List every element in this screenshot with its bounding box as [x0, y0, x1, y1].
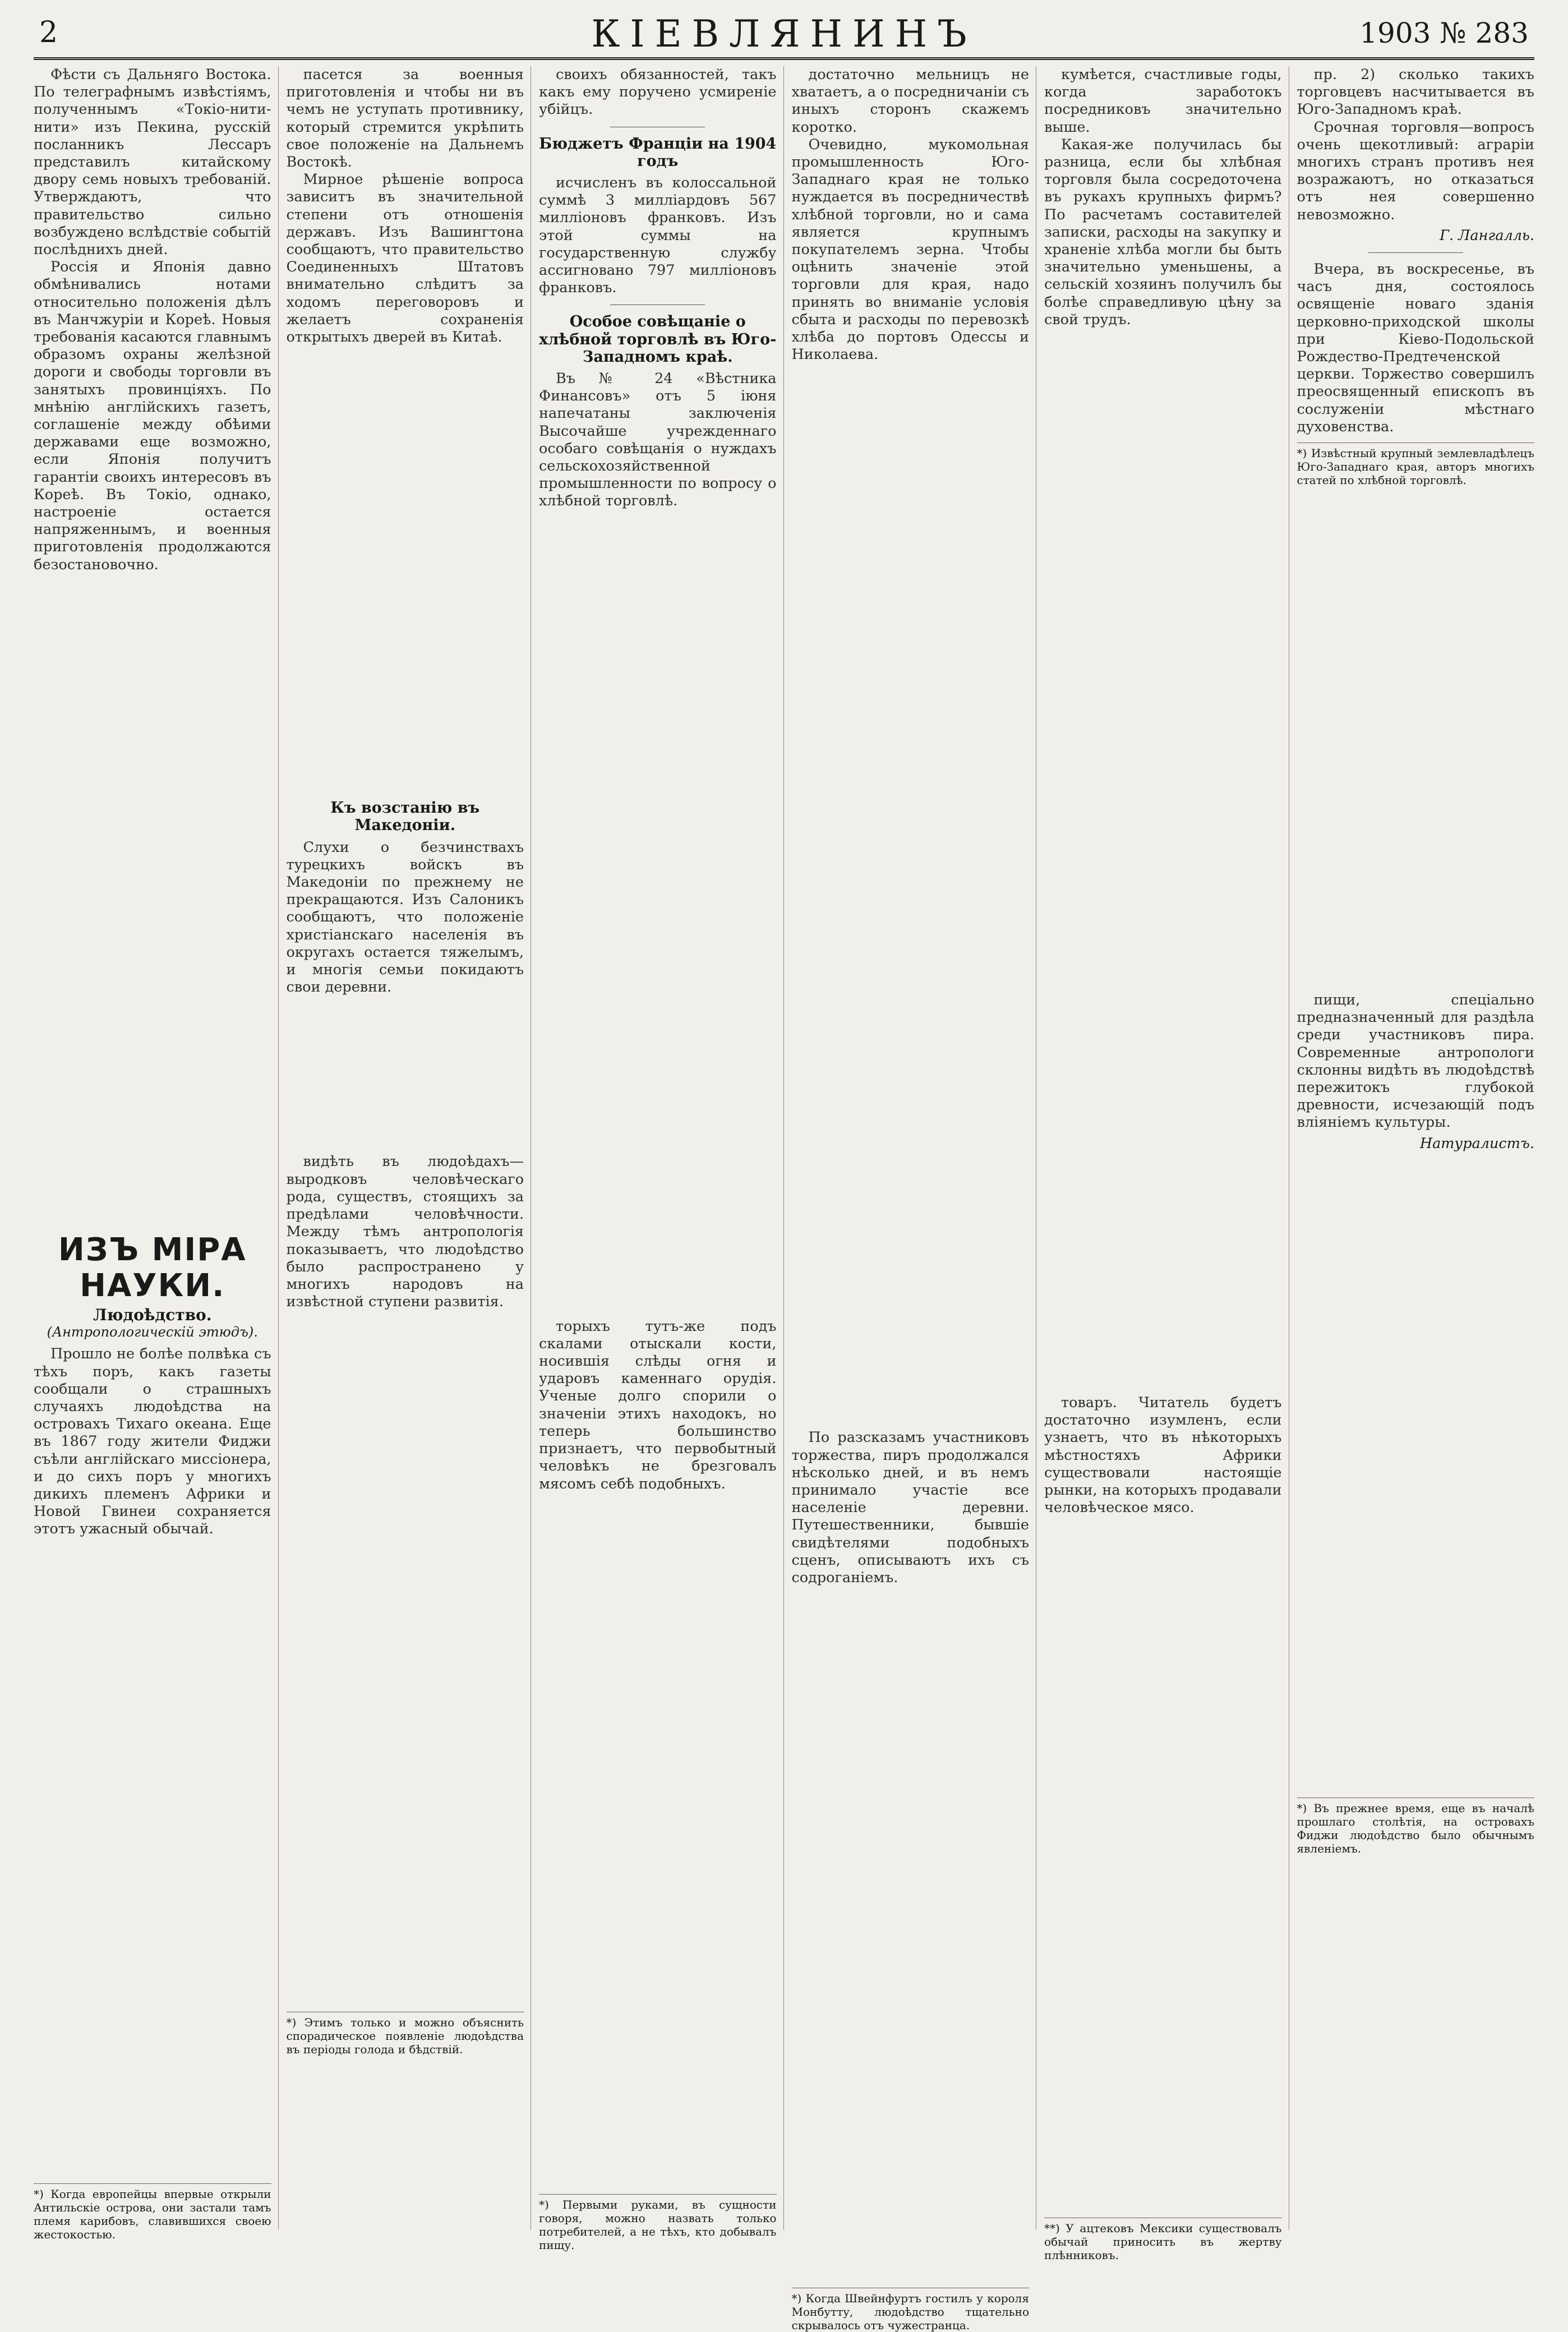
page-number: 2 — [39, 16, 58, 49]
issue-number: 1903 № 283 — [1359, 17, 1529, 49]
column-4-top-text: достаточно мельницъ не хватаетъ, а о посредничаніи съ иныхъ сторонъ скажемъ коротко. — [791, 66, 1029, 136]
science-col4-text: По разсказамъ участниковъ торжества, пиръ продолжался нѣсколько дней, и въ немъ принимало участіе все населеніе деревни. Путешественники, бывшіе свидѣтелями подобныхъ сценъ, описываютъ ихъ съ содроганіемъ. — [791, 1429, 1029, 1587]
column-1-body-text: Россія и Японія давно обмѣнивались нотами относительно положенія дѣлъ въ Манчжуріи и Кореѣ. Новыя требованія касаются главнымъ образомъ охраны желѣзной дороги и свободы торговли въ занятыхъ провинціяхъ. По мнѣнію англійскихъ газетъ, соглашеніе между обѣими державами еще возможно, если Японія получитъ гарантіи своихъ интересовъ въ Кореѣ. Въ Токіо, однако, настроеніе остается напряженнымъ, и военныя приготовленія продолжаются безостановочно. — [34, 259, 271, 573]
column-2-top-text: пасется за военныя приготовленія и чтобы ни въ чемъ не уступать противнику, который стремится укрѣпить свое положеніе на Дальнемъ Востокѣ. — [286, 66, 524, 171]
science-col4-footnote: *) Когда Швейнфуртъ гостилъ у короля Монбутту, людоѣдство тщательно скрывалось отъ чужестранца. — [792, 2288, 1030, 2332]
budget-section-title: Бюджетъ Франціи на 1904 годъ — [539, 135, 777, 170]
newspaper-title: КІЕВЛЯНИНЪ — [591, 12, 977, 56]
column-4-body-text: Очевидно, мукомольная промышленность Юго-Западнаго края не только нуждается въ посредничествѣ хлѣбной торговли, но и сама является крупнымъ покупателемъ зерна. Чтобы оцѣнить значеніе этой торговли для края, надо принять во вниманіе условія сбыта и расходы по перевозкѣ хлѣба до портовъ Одессы и Николаева. — [791, 136, 1029, 363]
science-col1-text: Прошло не болѣе полвѣка съ тѣхъ поръ, какъ газеты сообщали о страшныхъ случаяхъ людоѣдства на островахъ Тихаго океана. Еще въ 1867 году жители Фиджи съѣли англійскаго миссіонера, и до сихъ поръ у многихъ дикихъ племенъ Африки и Новой Гвинеи сохраняется этотъ ужасный обычай. — [34, 1345, 271, 1538]
column-1 — [34, 66, 279, 2241]
local-news-text: Вчера, въ воскресенье, въ часъ дня, состоялось освященіе новаго зданія церковно-приходской школы при Кіево-Подольской Рождество-Предтеченской церкви. Торжество совершилъ преосвященный епископъ въ сослуженіи мѣстнаго духовенства. — [1297, 261, 1534, 435]
column-2 — [287, 66, 532, 2230]
article-columns — [34, 66, 1534, 2332]
science-col6-footnote: *) Въ прежнее время, еще въ началѣ прошлаго столѣтія, на островахъ Фиджи людоѣдство было обычнымъ явленіемъ. — [1297, 1798, 1535, 1855]
column-3-top-text: своихъ обязанностей, такъ какъ ему поручено усмиреніе убійцъ. — [539, 66, 777, 118]
science-section-title: ИЗЪ МІРА НАУКИ. — [58, 1231, 247, 1304]
science-col5-footnote: **) У ацтековъ Мексики существовалъ обычай приносить въ жертву плѣнниковъ. — [1044, 2218, 1282, 2262]
article-signature: Г. Лангалль. — [1440, 227, 1534, 244]
grain-trade-section-title: Особое совѣщаніе о хлѣбной торговлѣ въ Юго-Западномъ краѣ. — [539, 313, 777, 366]
budget-section-text: исчисленъ въ колоссальной суммѣ 3 милліардовъ 567 милліоновъ франковъ. Изъ этой суммы на государственную службу ассигновано 797 милліоновъ франковъ. — [539, 174, 777, 297]
macedonia-section-title: Къ возстанію въ Македоніи. — [330, 799, 480, 835]
column-5-body-text: Какая-же получилась бы разница, если бы хлѣбная торговля была сосредоточена въ рукахъ крупныхъ фирмъ? По расчетамъ составителей записки, расходы на закупку и храненіе хлѣба могли бы быть значительно уменьшены, а сельскій хозяинъ получилъ бы болѣе справедливую цѣну за свой трудъ. — [1044, 136, 1282, 328]
column-5 — [1044, 66, 1289, 2262]
science-col2-footnote: *) Этимъ только и можно объяснить спорадическое появленіе людоѣдства въ періоды голода и бѣдствій. — [287, 2012, 524, 2056]
science-col3-text: торыхъ тутъ-же подъ скалами отыскали кости, носившія слѣды огня и ударовъ каменнаго орудія. Ученые долго спорили о значеніи этихъ находокъ, но теперь большинство признаетъ, что первобытный человѣкъ не брезговалъ мясомъ себѣ подобныхъ. — [539, 1317, 777, 1492]
column-3 — [539, 66, 784, 2252]
science-signature: Натуралистъ. — [1419, 1135, 1534, 1152]
science-col2-text: видѣть въ людоѣдахъ—выродковъ человѣческаго рода, существъ, стоящихъ за предѣлами человѣчности. Между тѣмъ антропологія показываетъ, что людоѣдство было распространено у многихъ народовъ на извѣстной ступени развитія. — [286, 1153, 524, 1311]
column-1-top-text: Фѣсти съ Дальняго Востока. По телеграфнымъ извѣстіямъ, полученнымъ «Токіо-нити-нити» изъ Пекина, русскій посланникъ Лессаръ представилъ китайскому двору семь новыхъ требованій. Утверждаютъ, что правительство сильно возбуждено вслѣдствіе событій послѣднихъ дней. — [34, 66, 271, 259]
science-col6-text: пищи, спеціально предназначенный для раздѣла среди участниковъ пира. Современные антропологи склонны видѣть въ людоѣдствѣ пережитокъ глубокой древности, исчезающій подъ вліяніемъ культуры. — [1297, 992, 1534, 1131]
column-5-top-text: кумѣется, счастливые годы, когда заработокъ посредниковъ значительно выше. — [1044, 66, 1282, 136]
column-4 — [791, 66, 1037, 2332]
macedonia-section-text: Слухи о безчинствахъ турецкихъ войскъ въ Македоніи по прежнему не прекращаются. Изъ Салоникъ сообщаютъ, что положеніе христіанскаго населенія въ округахъ остается тяжелымъ, и многія семьи покидаютъ свои деревни. — [286, 838, 524, 996]
science-col5-text: товаръ. Читатель будетъ достаточно изумленъ, если узнаетъ, что въ нѣкоторыхъ мѣстностяхъ Африки существовали настоящіе рынки, на которыхъ продавали человѣческое мясо. — [1044, 1394, 1282, 1517]
column-6-footnote: *) Извѣстный крупный землевладѣлецъ Юго-Западнаго края, авторъ многихъ статей по хлѣбной торговлѣ. — [1297, 443, 1535, 487]
divider — [1368, 252, 1463, 253]
column-6-body-text: Срочная торговля—вопросъ очень щекотливый: аграріи многихъ странъ противъ нея возражаютъ, но отказаться отъ нея совершенно невозможно. — [1297, 118, 1534, 223]
newspaper-header — [34, 12, 1534, 60]
science-col3-footnote: *) Первыми руками, въ сущности говоря, можно назвать только потребителей, а не тѣхъ, кто добывалъ пищу. — [539, 2194, 777, 2252]
column-6-top-text: пр. 2) сколько такихъ торговцевъ насчитывается въ Юго-Западномъ краѣ. — [1297, 66, 1534, 118]
science-article-subnote: (Антропологическій этюдъ). — [47, 1324, 258, 1340]
column-6 — [1297, 66, 1535, 2230]
science-article-title: Людоѣдство. — [93, 1305, 212, 1324]
column-2-body-text: Мирное рѣшеніе вопроса зависитъ въ значительной степени отъ отношенія державъ. Изъ Вашингтона сообщаютъ, что правительство Соединенныхъ Штатовъ внимательно слѣдитъ за ходомъ переговоровъ и желаетъ сохраненія открытыхъ дверей въ Китаѣ. — [286, 171, 524, 346]
grain-trade-section-text: Въ № 24 «Вѣстника Финансовъ» отъ 5 іюня напечатаны заключенія Высочайше учрежденнаго особаго совѣщанія о нуждахъ сельскохозяйственной промышленности по вопросу о хлѣбной торговлѣ. — [539, 370, 777, 510]
science-col1-footnote: *) Когда европейцы впервые открыли Антильскіе острова, они застали тамъ племя карибовъ, славившихся своею жестокостью. — [34, 2183, 271, 2241]
